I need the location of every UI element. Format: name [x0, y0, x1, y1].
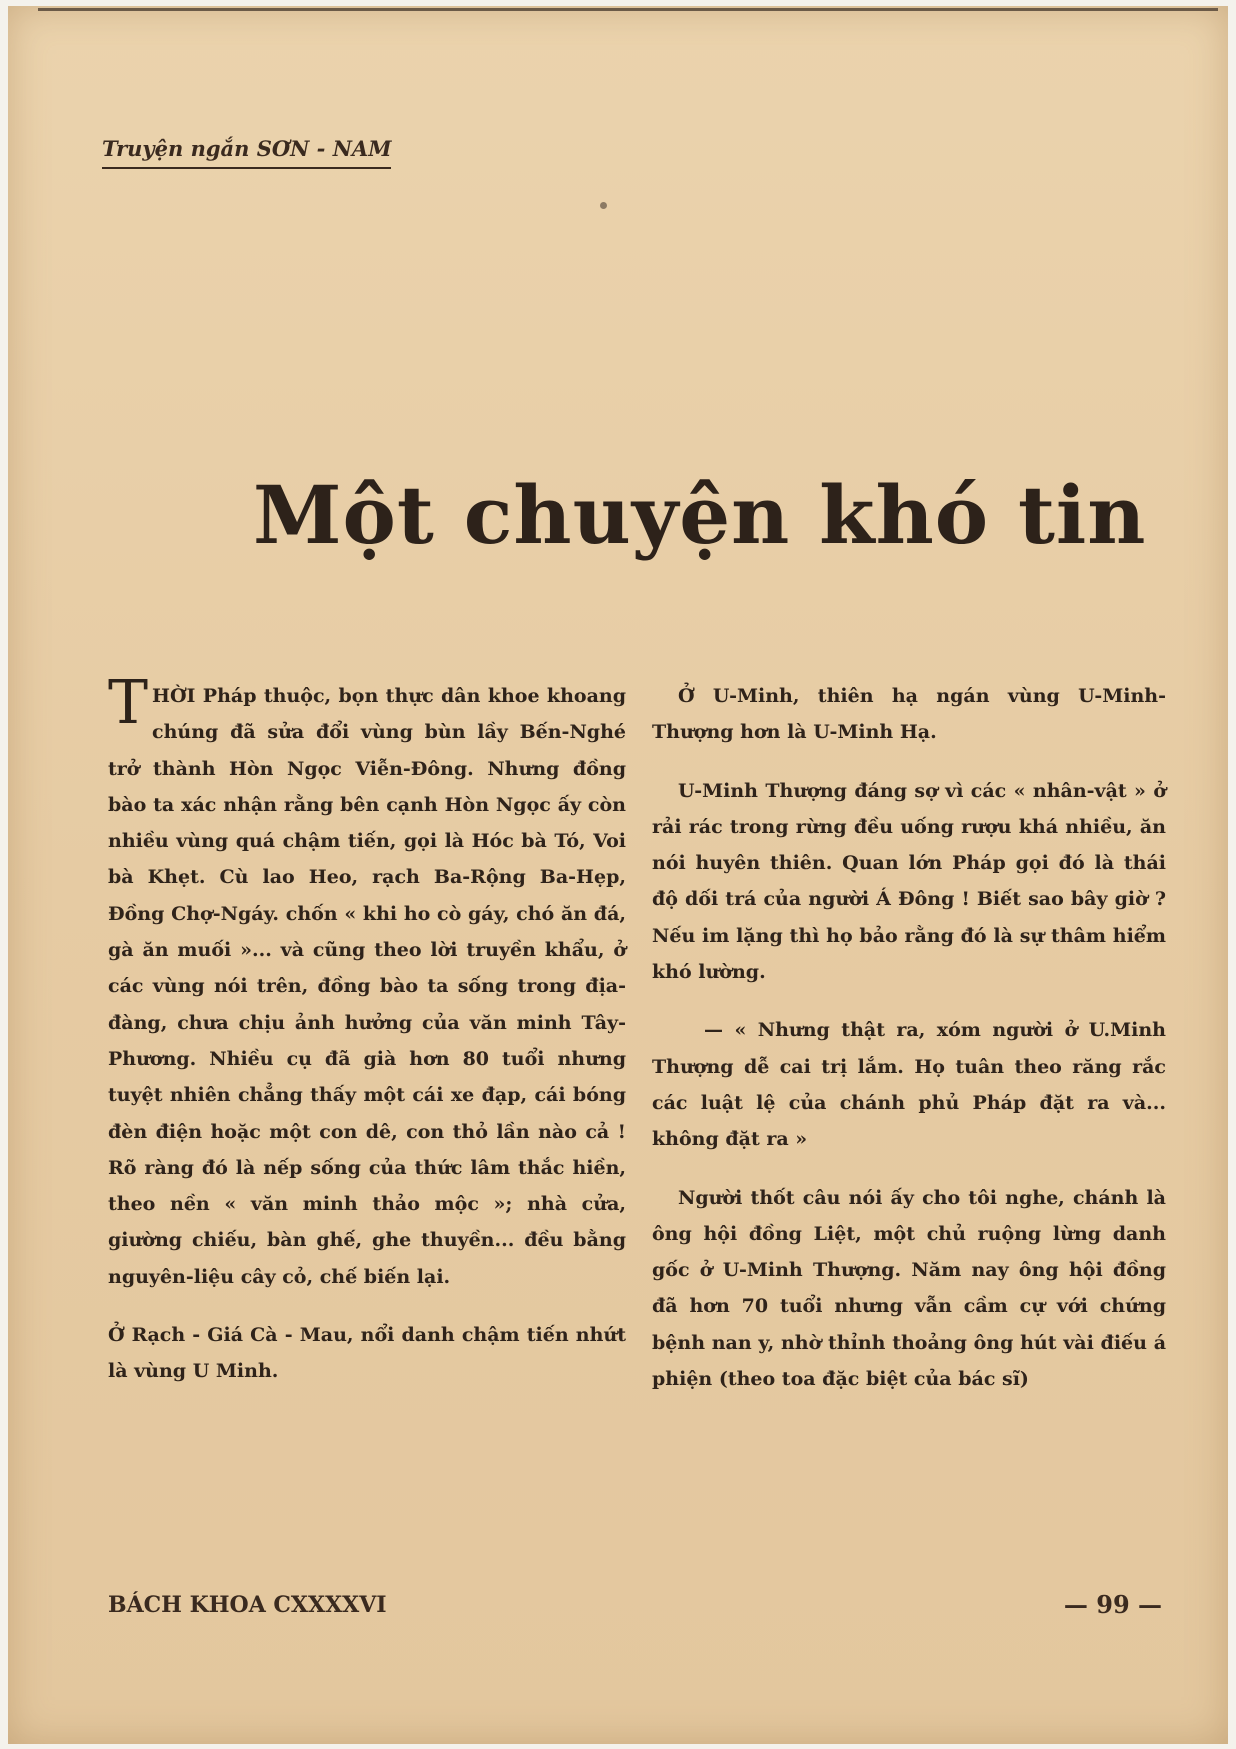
- paragraph-text: HỜI Pháp thuộc, bọn thực dân khoe khoang chúng đã sửa đổi vùng bùn lầy Bến-Nghé trở thành Hòn Ngọc Viễn-Đông. Nhưng đồng bào ta xác nhận rằng bên cạnh Hòn Ngọc ấy còn nhiều vùng quá chậm tiến, gọi là Hóc bà Tó, Voi bà Khẹt. Cù lao Heo, rạch Ba-Rộng Ba-Hẹp, Đồng Chợ-Ngáy. chốn « khi ho cò gáy, chó ăn đá, gà ăn muối »... và cũng theo lời truyền khẩu, ở các vùng nói trên, đồng bào ta sống trong địa-đàng, chưa chịu ảnh hưởng của văn minh Tây-Phương. Nhiều cụ đã già hơn 80 tuổi nhưng tuyệt nhiên chẳng thấy một cái xe đạp, cái bóng đèn điện hoặc một con dê, con thỏ lần nào cả ! Rõ ràng đó là nếp sống của thức lâm thắc hiền, theo nền « văn minh thảo mộc »; nhà cửa, giường chiếu, bàn ghế, ghe thuyền... đều bằng nguyên-liệu cây cỏ, chế biến lại.: [108, 685, 626, 1288]
- byline: Truyện ngắn SƠN - NAM: [102, 136, 391, 169]
- story-title: Một chuyện khó tin: [253, 468, 1147, 562]
- right-column: [652, 678, 1166, 1419]
- paragraph: — « Nhưng thật ra, xóm người ở U.Minh Thượng dễ cai trị lắm. Họ tuân theo răng rắc các luật lệ của chánh phủ Pháp đặt ra và... không đặt ra »: [652, 1019, 1166, 1151]
- paragraph: Ở Rạch - Giá Cà - Mau, nổi danh chậm tiến nhứt là vùng U Minh.: [108, 1324, 626, 1383]
- left-column: [108, 668, 626, 1412]
- paragraph: U-Minh Thượng đáng sợ vì các « nhân-vật » ở rải rác trong rừng đều uống rượu khá nhiều, ăn nói huyên thiên. Quan lớn Pháp gọi đó là thái độ dối trá của người Á Đông ! Biết sao bây giờ ? Nếu im lặng thì họ bảo rằng đó là sự thâm hiểm khó lường.: [652, 779, 1166, 984]
- paragraph: [108, 668, 626, 1295]
- journal-name: BÁCH KHOA CXXXXVI: [108, 1592, 387, 1618]
- ink-speck: [600, 202, 607, 209]
- page-number: — 99 —: [1063, 1590, 1162, 1619]
- top-rule: [38, 8, 1218, 11]
- paragraph: Ở U-Minh, thiên hạ ngán vùng U-Minh-Thượng hơn là U-Minh Hạ.: [652, 685, 1166, 744]
- paragraph: Người thốt câu nói ấy cho tôi nghe, chánh là ông hội đồng Liệt, một chủ ruộng lừng danh gốc ở U-Minh Thượng. Năm nay ông hội đồng đã hơn 70 tuổi nhưng vẫn cầm cự với chứng bệnh nan y, nhờ thỉnh thoảng ông hút vài điếu á phiện (theo toa đặc biệt của bác sĩ): [652, 1186, 1166, 1391]
- drop-cap: T: [108, 668, 149, 738]
- magazine-page: [8, 6, 1228, 1744]
